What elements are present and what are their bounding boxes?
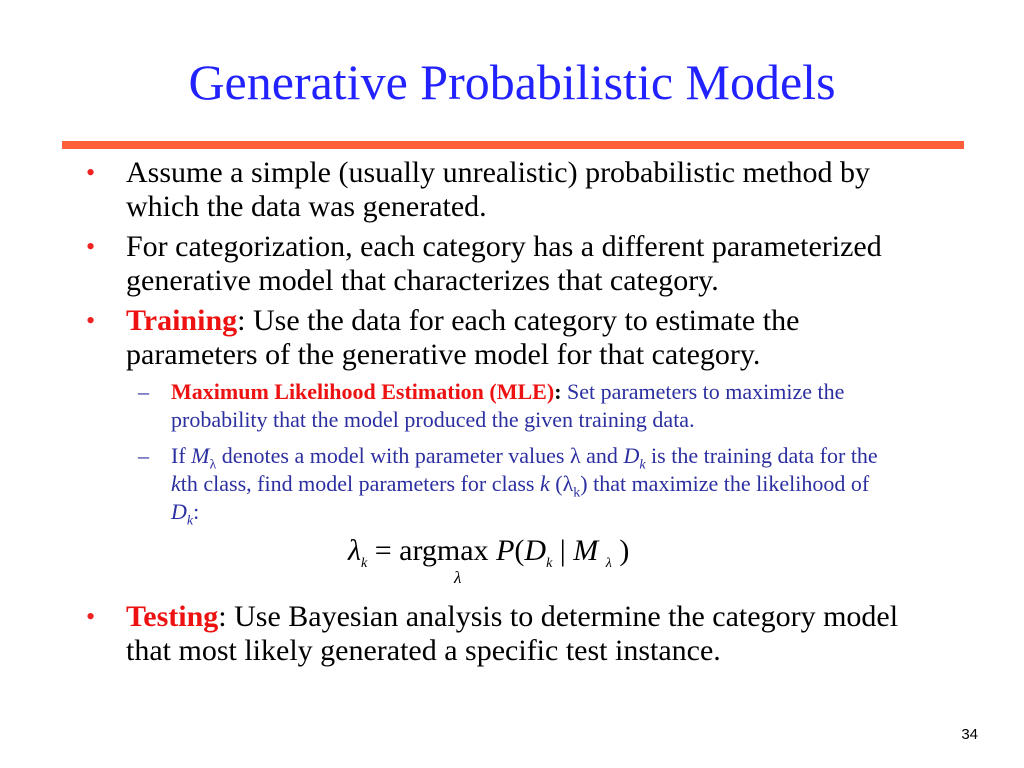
title-divider bbox=[62, 141, 964, 149]
bullet-marker: • bbox=[86, 158, 96, 187]
data-symbol: D bbox=[171, 499, 187, 524]
formula-m-subscript: λ bbox=[605, 556, 612, 571]
dash-marker: – bbox=[138, 443, 149, 468]
bullet-marker: • bbox=[86, 602, 96, 631]
formula-open-paren: ( bbox=[514, 534, 525, 567]
text-segment: If bbox=[171, 443, 192, 468]
argmax-subscript: λ bbox=[454, 568, 462, 587]
bullet-testing bbox=[0, 600, 936, 668]
text-segment: is the training data for the bbox=[645, 443, 878, 468]
formula-equals: = bbox=[367, 534, 400, 567]
page-number: 34 bbox=[961, 726, 978, 743]
formula-m: M bbox=[573, 534, 599, 567]
testing-term: Testing bbox=[126, 600, 219, 633]
mle-colon: : bbox=[554, 379, 562, 404]
lambda-symbol: λ bbox=[570, 443, 581, 468]
bullet-text: : Use Bayesian analysis to determine the category model that most likely generated a specific test instance. bbox=[126, 600, 899, 667]
formula-lambda: λ bbox=[348, 534, 361, 567]
mle-formula bbox=[0, 534, 1024, 592]
text-segment: ( bbox=[555, 471, 563, 496]
formula-argmax: argmax bbox=[399, 534, 489, 567]
bullet-marker: • bbox=[86, 232, 96, 261]
training-term: Training bbox=[126, 304, 238, 337]
sub-bullet-mle bbox=[0, 378, 901, 434]
bullet-text: Assume a simple (usually unrealistic) probabilistic method by which the data was generated. bbox=[126, 156, 871, 223]
data-symbol: D bbox=[623, 443, 640, 468]
slide-content bbox=[0, 156, 1024, 674]
mle-term: Maximum Likelihood Estimation (MLE) bbox=[171, 379, 555, 404]
formula-bar: | bbox=[552, 534, 574, 567]
formula-d: D bbox=[524, 534, 547, 567]
text-segment: th class, find model parameters for class bbox=[180, 471, 540, 496]
sub-bullet-model-definition bbox=[0, 442, 901, 529]
model-symbol: M bbox=[191, 443, 210, 468]
formula-p: P bbox=[496, 534, 515, 567]
mle-text: Set parameters to maximize the probability that the model produced the given training data. bbox=[171, 379, 845, 432]
dash-marker: – bbox=[138, 379, 149, 404]
text-segment: : bbox=[193, 499, 200, 524]
lambda-subscript: k bbox=[573, 485, 581, 501]
bullet-text: : Use the data for each category to estimate the parameters of the generative model for that category. bbox=[126, 304, 800, 371]
data-subscript: k bbox=[186, 513, 194, 529]
data-subscript: k bbox=[639, 457, 646, 473]
formula-d-subscript: k bbox=[546, 556, 553, 571]
bullet-marker: • bbox=[86, 306, 96, 335]
lambda-symbol: λ bbox=[562, 471, 574, 496]
bullet-training bbox=[0, 304, 936, 372]
model-subscript: λ bbox=[209, 457, 217, 473]
formula-k-subscript: k bbox=[361, 556, 368, 571]
bullet-categorization bbox=[0, 230, 936, 298]
k-symbol: k bbox=[539, 471, 550, 496]
formula-close-paren: ) bbox=[611, 534, 630, 567]
text-segment: denotes a model with parameter values bbox=[216, 443, 570, 468]
bullet-text: For categorization, each category has a different parameterized generative model that characterizes that category. bbox=[126, 230, 882, 297]
slide-title: Generative Probabilistic Models bbox=[188, 54, 836, 110]
bullet-assumption bbox=[0, 156, 936, 224]
text-segment: and bbox=[580, 443, 624, 468]
formula-expression bbox=[348, 534, 630, 571]
k-symbol: k bbox=[171, 471, 181, 496]
text-segment: ) that maximize the likelihood of bbox=[580, 471, 870, 496]
